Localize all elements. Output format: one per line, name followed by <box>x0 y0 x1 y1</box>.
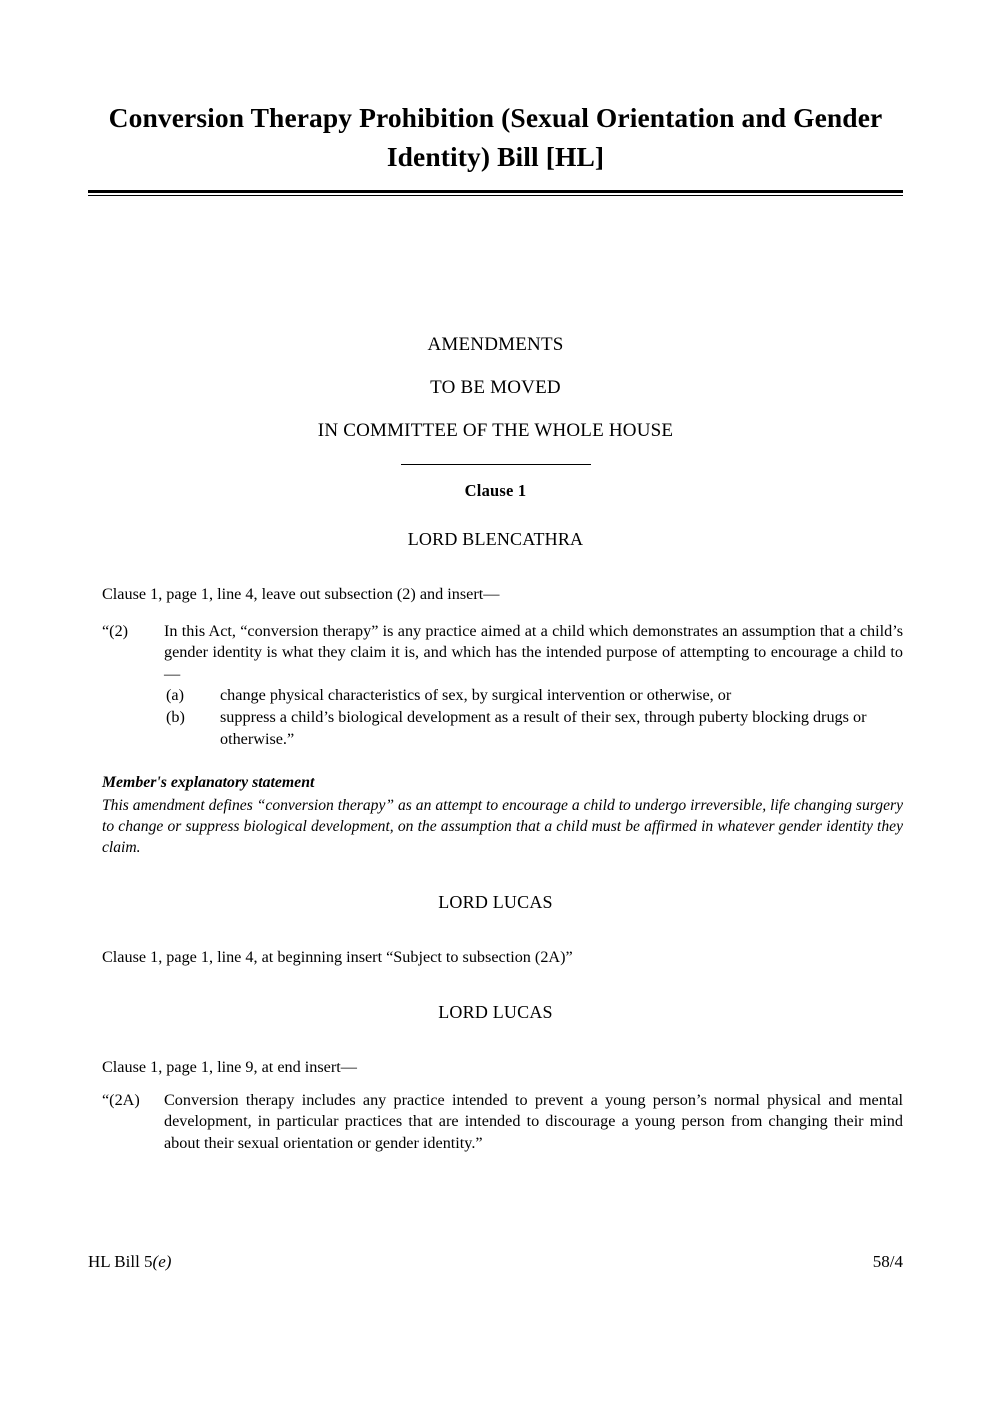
clause-heading: Clause 1 <box>464 481 527 501</box>
subsection-marker: “(2A) <box>102 1090 140 1109</box>
bill-reference-main: HL Bill 5 <box>88 1252 153 1271</box>
subsection-text: Conversion therapy includes any practice intended to prevent a young person’s normal physical and mental development, in particular practices that are intended to discourage a young person from changing their mind about their sexual orientation or gender identity.” <box>164 1090 903 1152</box>
heading-divider-rule <box>401 464 591 465</box>
bill-reference <box>88 1252 171 1272</box>
sub-paragraph-b <box>166 707 903 750</box>
amendment-lead-in: Clause 1, page 1, line 9, at end insert— <box>102 1057 357 1076</box>
page-number: 58/4 <box>872 1252 903 1271</box>
amendment-lead-in: Clause 1, page 1, line 4, leave out subsection (2) and insert— <box>102 585 500 604</box>
explanatory-statement-text: This amendment defines “conversion therapy” as an attempt to encourage a child to undergo irreversible, life changing surgery to change or suppress biological development, on the assumption that a child must be affirmed in whatever gender identity they claim. <box>102 796 903 856</box>
page-footer <box>88 1252 903 1272</box>
document-headings <box>88 335 903 465</box>
title-rule-thick <box>88 190 903 193</box>
amendment-block <box>88 529 903 858</box>
amendment-subsection <box>102 1090 903 1155</box>
sub-paragraph-marker: (a) <box>166 686 184 705</box>
sub-paragraph-a <box>166 685 903 707</box>
heading-amendments: AMENDMENTS <box>427 334 564 356</box>
title-rule-thin <box>88 195 903 196</box>
bill-reference-suffix: (e) <box>152 1252 172 1271</box>
amendment-lead-in: Clause 1, page 1, line 4, at beginning insert “Subject to subsection (2A)” <box>102 948 573 967</box>
sub-paragraph-text: suppress a child’s biological development as a result of their sex, through puberty blocking drugs or otherwise.” <box>220 708 867 748</box>
subsection-text: In this Act, “conversion therapy” is any practice aimed at a child which demonstrates an assumption that a child’s gender identity is what they claim it is, and which has the intended purpose of attempting to encourage a child to— <box>164 621 903 683</box>
explanatory-statement <box>102 772 903 858</box>
sub-paragraph-marker: (b) <box>166 708 185 727</box>
explanatory-statement-title: Member's explanatory statement <box>102 774 315 792</box>
subsection-marker: “(2) <box>102 621 129 640</box>
page-title: Conversion Therapy Prohibition (Sexual Orientation and Gender Identity) Bill [HL] <box>108 102 883 173</box>
amendment-block <box>88 1002 903 1154</box>
member-name-lucas-1: LORD LUCAS <box>438 892 553 913</box>
member-name-blencathra: LORD BLENCATHRA <box>407 529 584 550</box>
sub-paragraph-text: change physical characteristics of sex, by surgical intervention or otherwise, or <box>220 686 732 705</box>
amendment-subsection <box>102 621 903 686</box>
heading-in-committee: IN COMMITTEE OF THE WHOLE HOUSE <box>317 420 674 442</box>
heading-to-be-moved: TO BE MOVED <box>430 377 561 399</box>
member-name-lucas-2: LORD LUCAS <box>438 1001 553 1022</box>
amendment-block <box>88 892 903 968</box>
